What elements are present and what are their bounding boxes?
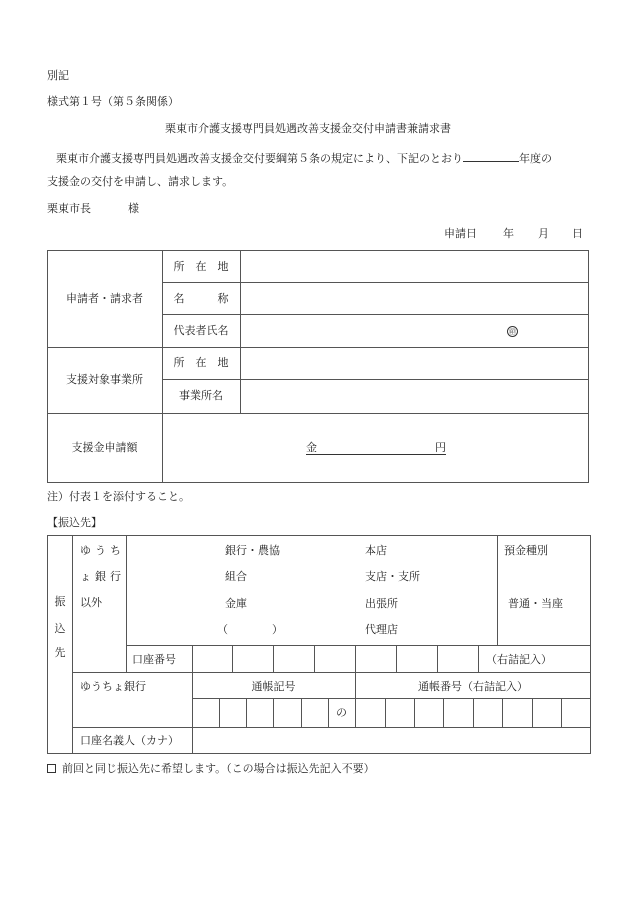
rep-label: 代表者氏名 <box>173 324 229 337</box>
date-label: 申請日 <box>444 227 477 240</box>
passbook-symbol-label: 通帳記号 <box>251 680 296 693</box>
non-post-label-1: ゆうち <box>80 544 125 557</box>
fiscal-year-input[interactable] <box>463 150 519 162</box>
deposit-type-options[interactable]: 普通・当座 <box>508 597 563 610</box>
facility-name-field[interactable] <box>241 380 588 413</box>
transfer-section-title: 【振込先】 <box>47 516 102 529</box>
passbook-symbol-field[interactable] <box>193 699 328 727</box>
row-divider <box>47 413 589 414</box>
branch-type-4: 代理店 <box>365 623 398 636</box>
form-number: 様式第１号（第５条関係） <box>47 95 179 108</box>
intro-line-2: 支援金の交付を申請し、請求します。 <box>47 175 234 188</box>
side-label-2: 込 <box>54 622 66 635</box>
facility-address-label: 所 在 地 <box>173 356 229 369</box>
col-divider <box>126 535 127 672</box>
no-char: の <box>336 706 347 719</box>
account-number-field[interactable] <box>193 646 477 672</box>
side-label-3: 先 <box>54 646 66 659</box>
address-label: 所 在 地 <box>173 260 229 273</box>
branch-type-1: 本店 <box>365 544 387 557</box>
passbook-number-label: 通帳番号（右詰記入） <box>418 680 528 693</box>
non-post-label-2: ょ銀行 <box>80 570 125 583</box>
post-bank-label: ゆうちょ銀行 <box>80 680 146 693</box>
date-day: 日 <box>572 227 583 240</box>
applicant-label: 申請者・請求者 <box>66 292 143 305</box>
same-as-previous-label: 前回と同じ振込先に希望します。（この場合は振込先記入不要） <box>62 762 375 775</box>
facility-address-field[interactable] <box>241 348 588 379</box>
seal-icon: ㊞ <box>509 328 516 336</box>
account-number-label: 口座番号 <box>132 653 176 666</box>
deposit-type-label: 預金種別 <box>504 544 548 557</box>
branch-type-2: 支店・支所 <box>365 570 420 583</box>
passbook-number-field[interactable] <box>356 699 590 727</box>
applicant-name-field[interactable] <box>241 283 588 314</box>
col-divider <box>497 535 498 645</box>
date-year: 年 <box>503 227 514 240</box>
intro-prefix: 栗東市介護支援専門員処遇改善支援金交付要綱第５条の規定により、下記のとおり <box>56 152 463 165</box>
col-divider <box>72 535 73 754</box>
facility-label: 支援対象事業所 <box>66 373 143 386</box>
side-label-1: 振 <box>54 595 66 608</box>
honorific: 様 <box>128 202 139 215</box>
branch-type-3: 出張所 <box>365 597 398 610</box>
digit-divider <box>478 645 479 672</box>
bank-type-other[interactable]: （ ） <box>217 623 283 636</box>
amount-field[interactable] <box>306 442 446 455</box>
checkbox-icon[interactable] <box>47 764 56 773</box>
bank-type-3: 金庫 <box>225 597 247 610</box>
row-divider <box>72 672 591 673</box>
name-label: 名 称 <box>173 292 229 305</box>
intro-line-1 <box>56 150 552 164</box>
facility-name-label: 事業所名 <box>179 389 223 402</box>
representative-name-field[interactable] <box>241 315 588 347</box>
bank-type-2: 組合 <box>225 570 247 583</box>
seal-mark <box>507 325 518 337</box>
right-align-note: （右詰記入） <box>486 653 552 666</box>
addressee: 栗東市長 <box>47 202 91 215</box>
bank-type-1: 銀行・農協 <box>225 544 280 557</box>
attachment-label: 別記 <box>47 69 69 82</box>
applicant-address-field[interactable] <box>241 251 588 282</box>
account-holder-label: 口座名義人（カナ） <box>80 734 179 747</box>
amount-prefix: 金 <box>306 441 317 454</box>
non-post-label-3: 以外 <box>80 596 102 609</box>
intro-suffix: 年度の <box>519 152 552 165</box>
amount-suffix: 円 <box>435 441 446 454</box>
same-as-previous-option[interactable] <box>47 763 375 774</box>
amount-label: 支援金申請額 <box>71 441 138 454</box>
date-month: 月 <box>538 227 549 240</box>
page-title: 栗東市介護支援専門員処遇改善支援金交付申請書兼請求書 <box>165 122 451 135</box>
account-holder-field[interactable] <box>193 728 590 753</box>
note: 注）付表１を添付すること。 <box>47 490 190 503</box>
